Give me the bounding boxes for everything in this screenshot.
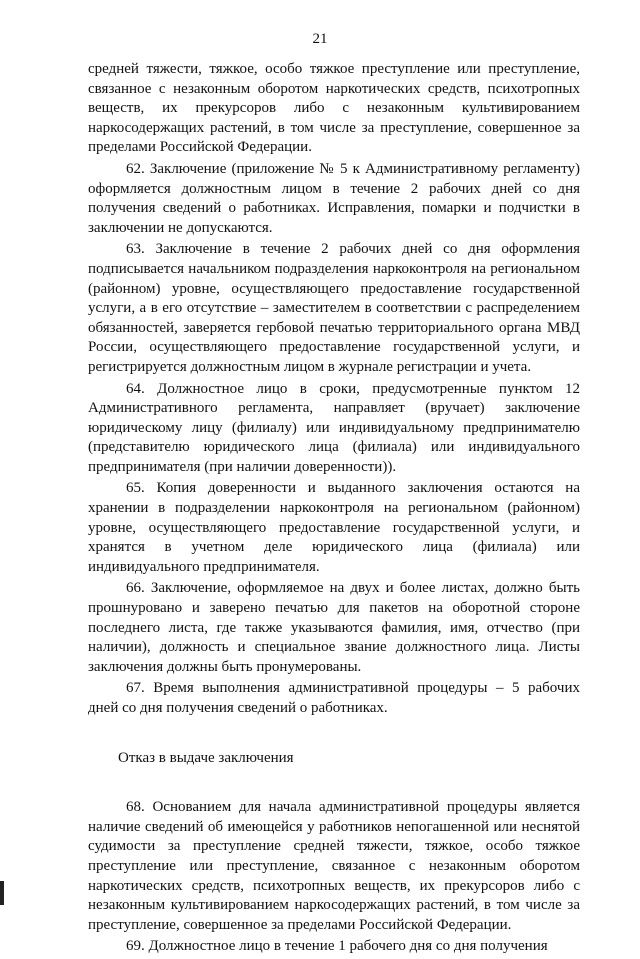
paragraph-67: 67. Время выполнения административной процедуры – 5 рабочих дней со дня получения сведений о работниках. — [88, 680, 580, 716]
paragraph-64: 64. Должностное лицо в сроки, предусмотренные пунктом 12 Административного регламента, направляет (вручает) заключение юридическому лицу (филиалу) или индивидуальному предпринимателю (представителю юридического лица (филиала) или индивидуального предпринимателя (при наличии доверенности)). — [88, 380, 580, 475]
paragraph-69: 69. Должностное лицо в течение 1 рабочего дня со дня получения — [126, 938, 548, 955]
section-heading: Отказ в выдаче заключения — [118, 749, 294, 766]
paragraph-66: 66. Заключение, оформляемое на двух и более листах, должно быть прошнуровано и заверено печатью для пакетов на оборотной стороне последнего листа, где также указываются фамилия, имя, отчество (при наличии), должность и специальное звание должностного лица. Листы заключения должны быть пронумерованы. — [88, 580, 580, 675]
document-body — [88, 60, 580, 959]
paragraph-63: 63. Заключение в течение 2 рабочих дней со дня оформления подписывается начальником подразделения наркоконтроля на региональном (районном) уровне, осуществляющего предоставление государственной услуги, а в его отсутствие – заместителем в соответствии с распределением обязанностей, заверяется гербовой печатью территориального органа МВД России, осуществляющего предоставление государственной услуги, и регистрируется должностным лицом в журнале регистрации и учета. — [88, 241, 580, 375]
paragraph-continuation: средней тяжести, тяжкое, особо тяжкое преступление или преступление, связанное с незаконным оборотом наркотических средств, психотропных веществ, их прекурсоров либо с незаконным культивированием наркосодержащих растений, в том числе за преступление, совершенное за пределами Российской Федерации. — [88, 61, 580, 156]
paragraph-62: 62. Заключение (приложение № 5 к Административному регламенту) оформляется должностным лицом в течение 2 рабочих дней со дня получения сведений о работниках. Исправления, помарки и подчистки в заключении не допускаются. — [88, 160, 580, 236]
scan-edge-mark — [0, 881, 4, 905]
paragraph-65: 65. Копия доверенности и выданного заключения остаются на хранении в подразделении наркоконтроля на региональном (районном) уровне, осуществляющего предоставление государственной услуги, и хранятся в учетном деле юридического лица (филиала) или индивидуального предпринимателя. — [88, 480, 580, 575]
paragraph-68: 68. Основанием для начала административной процедуры является наличие сведений об имеющейся у работников непогашенной или неснятой судимости за преступление средней тяжести, тяжкое, особо тяжкое преступление или преступление, связанное с незаконным оборотом наркотических средств, психотропных веществ, их прекурсоров либо с незаконным культивированием наркосодержащих растений, в том числе за преступление, совершенное за пределами Российской Федерации. — [88, 799, 580, 933]
page-number: 21 — [312, 31, 328, 47]
